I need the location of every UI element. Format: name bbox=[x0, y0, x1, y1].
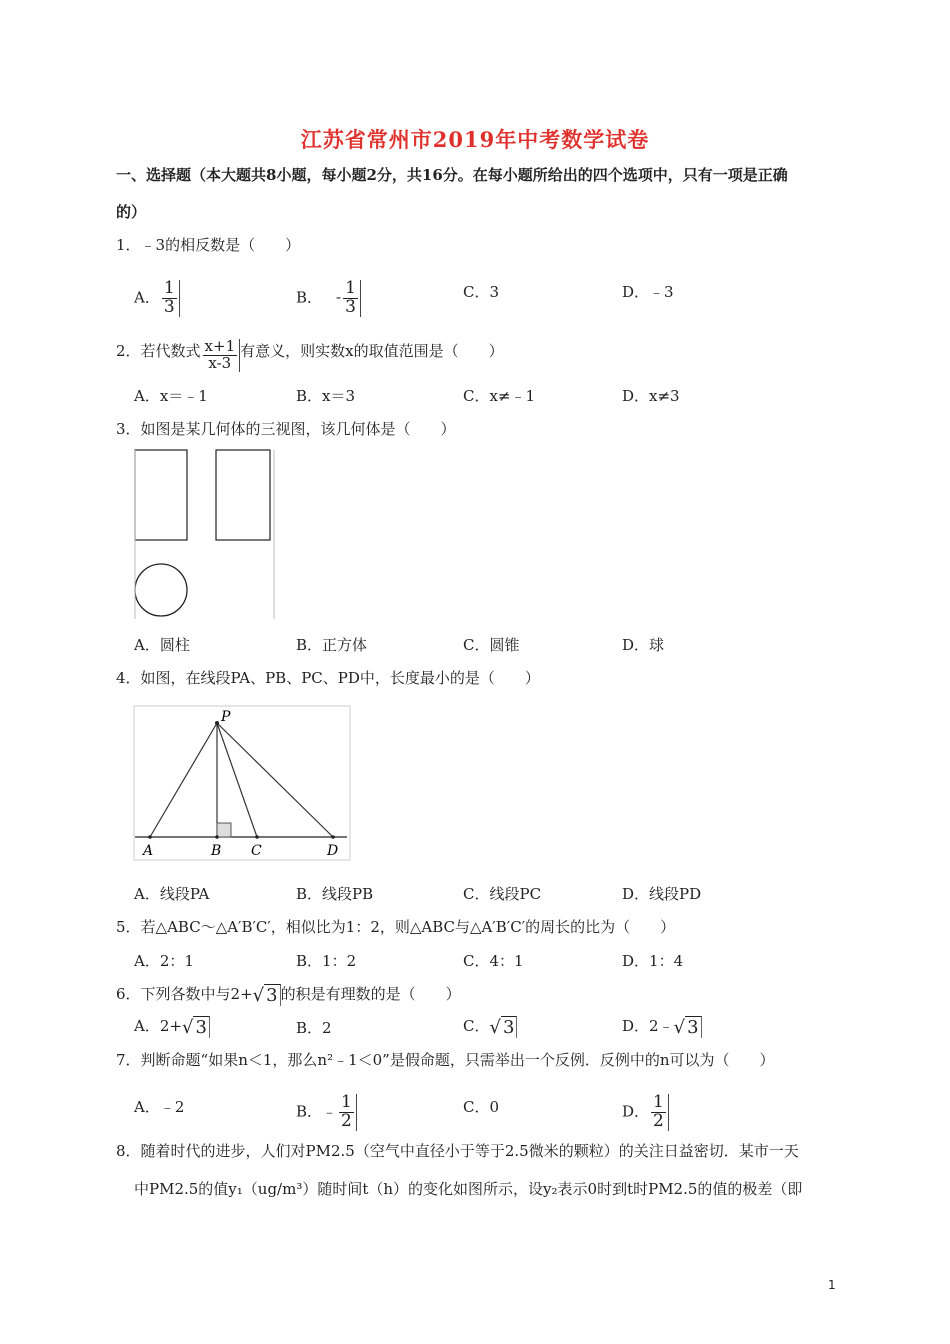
option-label: C． bbox=[463, 1017, 490, 1035]
fraction bbox=[337, 1094, 357, 1131]
segment-pa bbox=[150, 723, 217, 837]
point-p bbox=[215, 721, 219, 725]
radicand: 3 bbox=[501, 1016, 517, 1038]
side-view-rect bbox=[216, 450, 270, 540]
page-title: 江苏省常州市2019年中考数学试卷 bbox=[300, 127, 650, 152]
numerator: 1 bbox=[163, 278, 175, 298]
q4-option-b: B．线段PB bbox=[296, 885, 374, 903]
option-label: D． bbox=[622, 1102, 650, 1121]
q3-option-c: C．圆锥 bbox=[463, 636, 520, 654]
numerator: 1 bbox=[345, 278, 356, 298]
q5-option-b: B．1：2 bbox=[296, 952, 357, 970]
numerator: 1 bbox=[341, 1092, 352, 1112]
q7-option-a: A．﹣2 bbox=[134, 1098, 185, 1116]
label-b: B bbox=[211, 843, 222, 859]
fraction bbox=[160, 280, 180, 317]
option-label: A． bbox=[134, 288, 160, 307]
point-a bbox=[148, 835, 152, 839]
option-label: B．﹣ bbox=[296, 1102, 338, 1121]
question-8-line1: 8．随着时代的进步，人们对PM2.5（空气中直径小于等于2.5微米的颗粒）的关注日益密切．某市一天 bbox=[116, 1142, 799, 1160]
question-4-stem: 4．如图，在线段PA、PB、PC、PD中，长度最小的是（ ） bbox=[116, 669, 540, 687]
option-label: D．2﹣ bbox=[622, 1017, 674, 1035]
denominator: 3 bbox=[345, 296, 356, 317]
right-angle-mark bbox=[217, 823, 231, 837]
radicand: 3 bbox=[264, 984, 280, 1006]
fraction bbox=[649, 1094, 669, 1131]
label-p: P bbox=[221, 709, 231, 725]
three-view-figure bbox=[130, 445, 280, 623]
denominator: 2 bbox=[341, 1110, 352, 1131]
q2-option-d: D．x≠3 bbox=[622, 387, 680, 405]
segment-pc bbox=[217, 723, 257, 837]
q4-option-c: C．线段PC bbox=[463, 885, 542, 903]
q7-option-d bbox=[622, 1094, 669, 1131]
question-1-stem: 1．﹣3的相反数是（ ） bbox=[116, 236, 301, 254]
point-c bbox=[255, 835, 259, 839]
sqrt: √ 3 bbox=[489, 1017, 517, 1038]
question-7-stem: 7．判断命题“如果n＜1，那么n²﹣1＜0”是假命题，只需举出一个反例．反例中的n可以为（ ） bbox=[116, 1051, 775, 1069]
numerator: x+1 bbox=[204, 337, 236, 355]
q5-option-c: C．4：1 bbox=[463, 952, 524, 970]
q3-option-b: B．正方体 bbox=[296, 636, 368, 654]
option-label: A．2+ bbox=[134, 1017, 182, 1035]
sqrt: √ 3 bbox=[253, 985, 281, 1006]
stem-prefix: 6．下列各数中与2+ bbox=[116, 985, 253, 1003]
fraction bbox=[341, 280, 361, 317]
question-6-stem bbox=[116, 983, 461, 1006]
option-label: B． bbox=[296, 288, 323, 307]
point-b bbox=[215, 835, 219, 839]
q7-option-b bbox=[296, 1094, 357, 1131]
top-view-circle bbox=[135, 564, 187, 616]
stem-prefix: 2．若代数式 bbox=[116, 341, 201, 360]
question-5-stem: 5．若△ABC～△A′B′C′，相似比为1：2，则△ABC与△A′B′C′的周长的比为（ ） bbox=[116, 918, 676, 936]
label-d: D bbox=[327, 843, 339, 859]
denominator: x-3 bbox=[208, 353, 232, 372]
q5-option-a: A．2：1 bbox=[134, 952, 194, 970]
front-view-rect bbox=[135, 450, 187, 540]
q1-option-d: D．﹣3 bbox=[622, 283, 674, 301]
q2-option-a: A．x＝﹣1 bbox=[134, 387, 208, 405]
q6-option-d bbox=[622, 1015, 702, 1038]
q4-option-a: A．线段PA bbox=[134, 885, 210, 903]
radicand: 3 bbox=[685, 1016, 701, 1038]
denominator: 2 bbox=[653, 1110, 664, 1131]
question-3-stem: 3．如图是某几何体的三视图，该几何体是（ ） bbox=[116, 420, 456, 438]
label-a: A bbox=[143, 843, 154, 859]
sqrt: √ 3 bbox=[674, 1017, 702, 1038]
q1-option-a bbox=[134, 280, 180, 317]
page-number: 1 bbox=[828, 1278, 836, 1292]
fraction bbox=[201, 339, 241, 372]
question-8-line2: 中PM2.5的值y₁（ug/m³）随时间t（h）的变化如图所示，设y₂表示0时到t时PM2.5的值的极差（即 bbox=[134, 1180, 803, 1198]
segment-pd bbox=[217, 723, 333, 837]
radicand: 3 bbox=[193, 1016, 209, 1038]
sqrt: √ 3 bbox=[182, 1017, 210, 1038]
numerator: 1 bbox=[653, 1092, 664, 1112]
q6-option-a bbox=[134, 1015, 210, 1038]
segments-figure bbox=[133, 705, 353, 863]
question-2-stem bbox=[116, 339, 504, 372]
denominator: 3 bbox=[163, 296, 175, 317]
section-heading-line2: 的） bbox=[116, 203, 147, 221]
q2-option-b: B．x＝3 bbox=[296, 387, 356, 405]
q4-option-d: D．线段PD bbox=[622, 885, 702, 903]
q3-option-a: A．圆柱 bbox=[134, 636, 190, 654]
q7-option-c: C．0 bbox=[463, 1098, 500, 1116]
q6-option-c bbox=[463, 1015, 517, 1038]
section-heading-line1: 一、选择题（本大题共8小题，每小题2分，共16分。在每小题所给出的四个选项中，只有一项是正确 bbox=[116, 166, 788, 184]
q1-option-b bbox=[296, 280, 361, 317]
q1-option-c: C．3 bbox=[463, 283, 500, 301]
point-d bbox=[331, 835, 335, 839]
q2-option-c: C．x≠﹣1 bbox=[463, 387, 536, 405]
q5-option-d: D．1：4 bbox=[622, 952, 684, 970]
q3-option-d: D．球 bbox=[622, 636, 665, 654]
minus-sign: - bbox=[336, 288, 342, 307]
stem-suffix: 有意义，则实数x的取值范围是（ ） bbox=[240, 341, 504, 360]
q6-option-b: B．2 bbox=[296, 1019, 332, 1037]
label-c: C bbox=[251, 843, 262, 859]
stem-suffix: 的积是有理数的是（ ） bbox=[280, 985, 461, 1003]
